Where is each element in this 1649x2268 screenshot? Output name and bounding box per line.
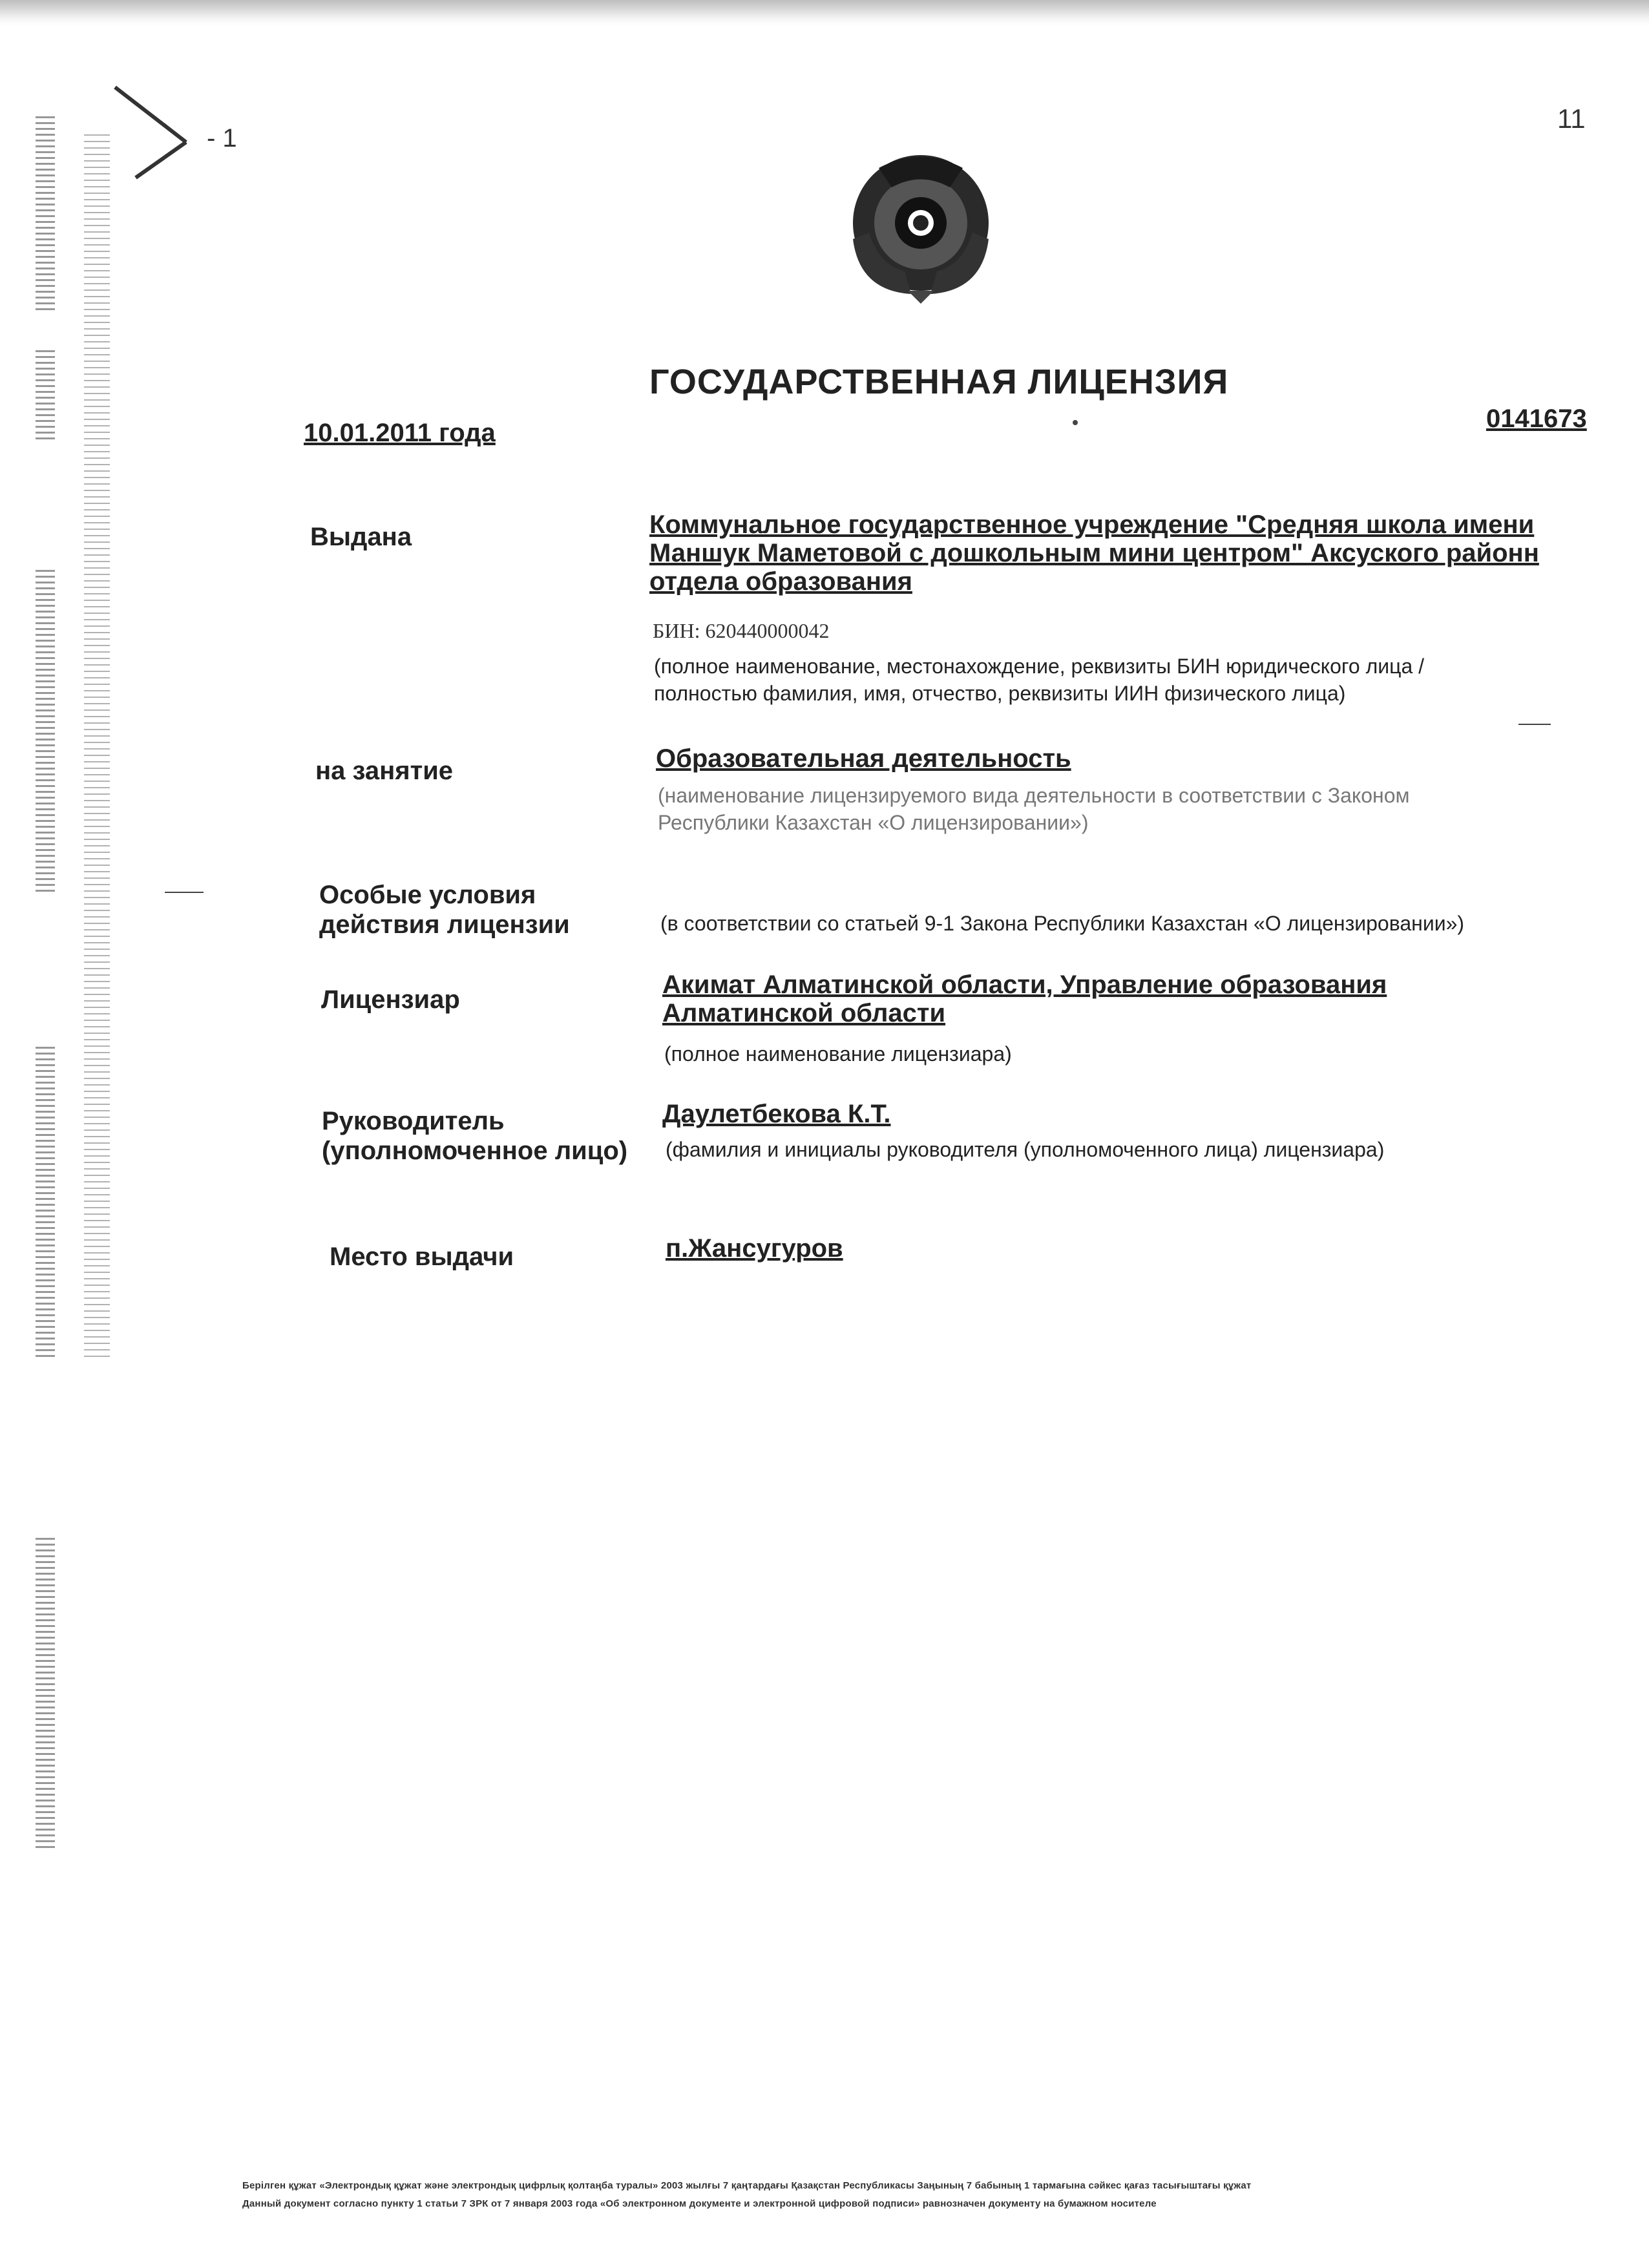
scan-dot xyxy=(1073,420,1078,425)
document-title: ГОСУДАРСТВЕННАЯ ЛИЦЕНЗИЯ xyxy=(649,362,1229,401)
bin-number: БИН: 620440000042 xyxy=(653,619,830,642)
activity-note xyxy=(658,782,1410,836)
special-conditions-label xyxy=(319,880,570,940)
head-note: (фамилия и инициалы руководителя (уполномоченного лица) лицензиара) xyxy=(666,1138,1385,1161)
issued-to-note-line: полностью фамилия, имя, отчество, реквизиты ИИН физического лица) xyxy=(654,682,1346,705)
license-number: 0141673 xyxy=(1486,404,1587,433)
licensor-label: Лицензиар xyxy=(321,985,460,1014)
activity-value: Образовательная деятельность xyxy=(656,744,1071,773)
licensor-line: Акимат Алматинской области, Управление образования xyxy=(662,971,1387,999)
scan-top-smear xyxy=(0,0,1649,26)
head-label-line: Руководитель xyxy=(322,1107,505,1135)
issued-to-note-line: (полное наименование, местонахождение, реквизиты БИН юридического лица / xyxy=(654,655,1425,678)
corner-mark: - 1 xyxy=(207,124,237,152)
footer-russian: Данный документ согласно пункту 1 статьи 7 ЗРК от 7 января 2003 года «Об электронном документе и электронной цифровой подписи» равнозначен документу на бумажном носителе xyxy=(242,2198,1157,2209)
scan-dash xyxy=(1518,724,1551,725)
activity-note-line: (наименование лицензируемого вида деятельности в соответствии с Законом xyxy=(658,784,1410,807)
issue-date: 10.01.2011 года xyxy=(304,419,496,447)
place-label: Место выдачи xyxy=(330,1243,514,1271)
head-label-line: (уполномоченное лицо) xyxy=(322,1137,628,1165)
state-emblem-icon xyxy=(840,142,1002,304)
issued-to-value xyxy=(649,510,1539,596)
head-label xyxy=(322,1106,627,1166)
issued-to-line: Коммунальное государственное учреждение "Средняя школа имени xyxy=(649,510,1535,539)
licensor-value xyxy=(662,971,1387,1027)
activity-label: на занятие xyxy=(315,757,454,785)
scan-edge-artifact xyxy=(36,1047,55,1357)
issued-to-line: Маншук Маметовой с дошкольным мини центром" Аксуского районн xyxy=(649,539,1539,567)
scan-edge-artifact xyxy=(36,349,55,439)
check-mark-icon xyxy=(110,81,200,184)
licensor-line: Алматинской области xyxy=(662,999,946,1027)
scan-edge-artifact xyxy=(36,569,55,892)
special-conditions-label-line: действия лицензии xyxy=(319,910,570,939)
place-value: п.Жансугуров xyxy=(666,1234,843,1263)
special-conditions-label-line: Особые условия xyxy=(319,881,536,909)
issued-to-note xyxy=(654,653,1424,707)
licensor-note: (полное наименование лицензиара) xyxy=(664,1042,1012,1066)
page-number: 11 xyxy=(1557,103,1586,134)
issued-to-label: Выдана xyxy=(310,523,412,551)
scan-edge-artifact xyxy=(36,1538,55,1848)
special-conditions-note: (в соответствии со статьей 9-1 Закона Республики Казахстан «О лицензировании») xyxy=(660,912,1465,935)
scan-dash xyxy=(165,892,204,893)
scan-edge-artifact xyxy=(84,129,110,1357)
activity-note-line: Республики Казахстан «О лицензировании») xyxy=(658,811,1089,834)
footer-kazakh: Берілген құжат «Электрондық құжат және электрондық цифрлық қолтаңба туралы» 2003 жылғы 7 қаңтардағы Қазақстан Республикасы Заңының 7 бабының 1 тармағына сәйкес қағаз тасығыштағы құжат xyxy=(242,2180,1252,2191)
issued-to-line: отдела образования xyxy=(649,567,912,596)
scan-edge-artifact xyxy=(36,116,55,310)
head-value: Даулетбекова К.Т. xyxy=(662,1100,891,1128)
